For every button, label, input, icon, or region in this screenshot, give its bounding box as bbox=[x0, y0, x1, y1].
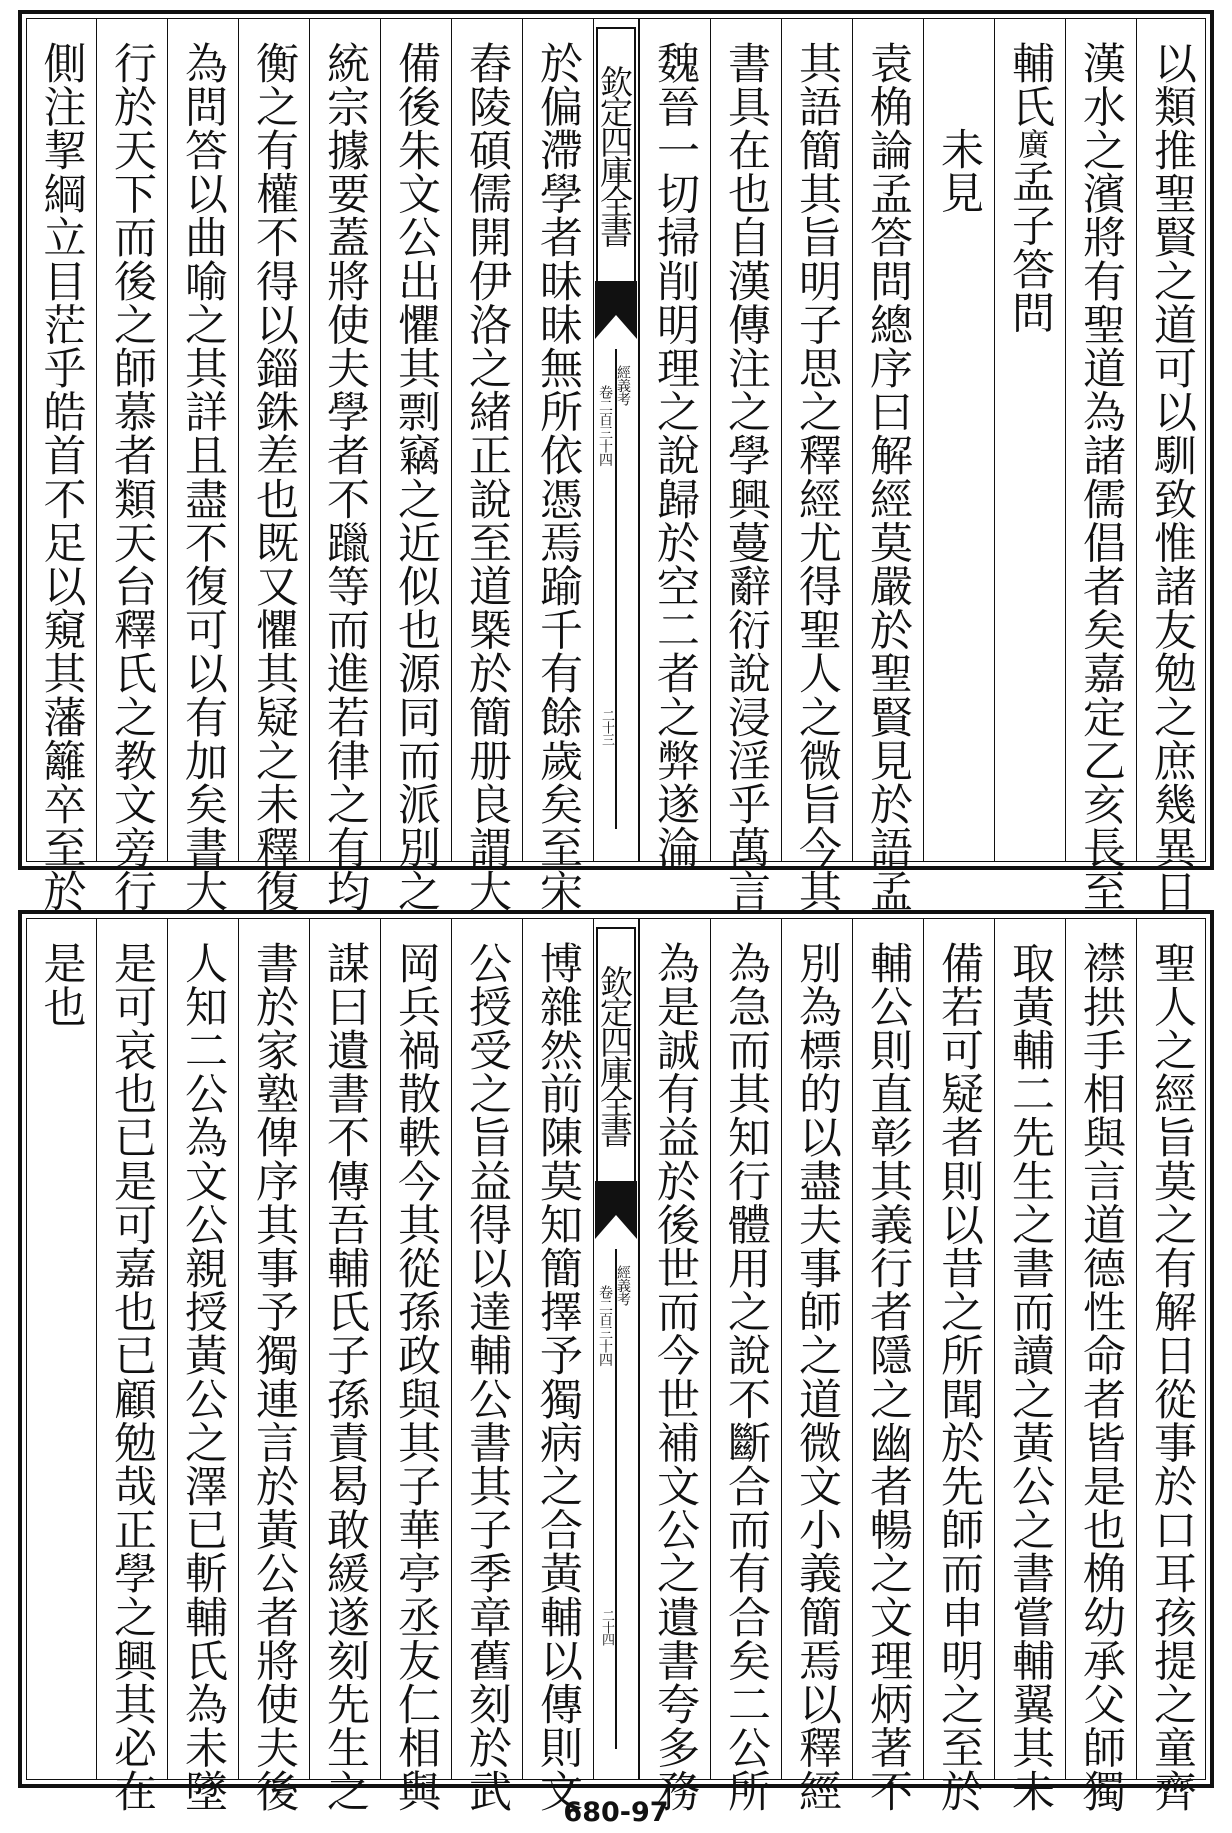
text-column: 博雜然前陳莫知簡擇予獨病之合黃輔以傳則文 bbox=[522, 919, 593, 1779]
book-entry-heading: 輔氏廣孟子答問 bbox=[1005, 41, 1055, 335]
text-column: 公授受之旨益得以達輔公書其子季章舊刻於武 bbox=[451, 919, 522, 1779]
text-column: 聖人之經旨莫之有解日從事於口耳孩提之童齊 bbox=[1136, 919, 1207, 1779]
text-column: 襟拱手相與言道德性命者皆是也桷幼承父師獨 bbox=[1065, 919, 1136, 1779]
spine-volume: 卷二百三十四 bbox=[597, 1285, 613, 1366]
text-column bbox=[994, 19, 1065, 861]
text-column: 書於家塾俾序其事予獨連言於黃公者將使夫後 bbox=[238, 919, 309, 1779]
spine-volume: 卷二百三十四 bbox=[597, 385, 613, 466]
text-column: 以類推聖賢之道可以馴致惟諸友勉之庶幾異日 bbox=[1136, 19, 1207, 861]
text-column: 舂陵碩儒開伊洛之緒正說至道槩於簡册良謂大 bbox=[451, 19, 522, 861]
text-column: 魏晉一切掃削明理之說歸於空二者之弊遂淪 bbox=[639, 19, 710, 861]
text-column: 取黃輔二先生之書而讀之黃公之書嘗輔翼其未 bbox=[994, 919, 1065, 1779]
text-column: 輔公則直彰其義行者隱之幽者暢之文理炳著不 bbox=[852, 919, 923, 1779]
text-column: 於偏滯學者昧昧無所依憑焉踰千有餘歲矣至宋 bbox=[522, 19, 593, 861]
spine-page-number: 二十三 bbox=[599, 709, 614, 745]
fishtail-ornament bbox=[594, 1181, 638, 1251]
top-page-frame bbox=[18, 10, 1214, 913]
text-column: 袁桷論孟答問總序曰解經莫嚴於聖賢見於語孟 bbox=[852, 19, 923, 861]
text-column: 未見 bbox=[923, 19, 994, 861]
text-column: 衡之有權不得以錙銖差也既又懼其疑之未釋復 bbox=[238, 19, 309, 861]
text-column: 備若可疑者則以昔之所聞於先師而申明之至於 bbox=[923, 919, 994, 1779]
spine-title: 欽定四庫全書 bbox=[596, 927, 636, 1183]
text-column: 為問答以曲喻之其詳且盡不復可以有加矣書大 bbox=[167, 19, 238, 861]
text-column: 人知二公為文公親授黃公之澤已斬輔氏為未墜 bbox=[167, 919, 238, 1779]
text-column: 為是誠有益於後世而今世補文公之遺書夸多務 bbox=[639, 919, 710, 1779]
text-column: 謀曰遺書不傳吾輔氏子孫責曷敢緩遂刻先生之 bbox=[309, 919, 380, 1779]
spine-book-title: 經義考 bbox=[615, 365, 631, 406]
spine-page-number: 二十四 bbox=[599, 1609, 614, 1645]
annotation-small: 廣 bbox=[1012, 128, 1048, 160]
text-column: 備後朱文公出懼其剽竊之近似也源同而派別之 bbox=[380, 19, 451, 861]
text-column: 為急而其知行體用之說不斷合而有合矣二公所 bbox=[710, 919, 781, 1779]
spine-title: 欽定四庫全書 bbox=[596, 27, 636, 283]
text-column: 其語簡其旨明子思之釋經尤得聖人之微旨今其 bbox=[781, 19, 852, 861]
top-page-text-area bbox=[26, 18, 1206, 913]
fishtail-ornament bbox=[594, 281, 638, 351]
text-column: 側注挈綱立目茫乎皓首不足以窺其藩籬卒至於 bbox=[36, 41, 87, 913]
text-column: 行於天下而後之師慕者類天台釋氏之教文旁行 bbox=[96, 19, 167, 861]
text-column: 是也 bbox=[36, 941, 87, 1029]
text-column: 岡兵禍散軼今其從孫政與其子華亭丞友仁相與 bbox=[380, 919, 451, 1779]
text-column: 書具在也自漢傳注之學興蔓辭衍說浸淫乎萬言 bbox=[710, 19, 781, 861]
text-column: 別為標的以盡夫事師之道微文小義簡焉以釋經 bbox=[781, 919, 852, 1779]
text-column: 漢水之濱將有聖道為諸儒倡者矣嘉定乙亥長至 bbox=[1065, 19, 1136, 861]
page-spine bbox=[593, 919, 639, 1779]
text-column: 是可哀也已是可嘉也已顧勉哉正學之興其必在 bbox=[96, 919, 167, 1779]
text-column: 統宗據要蓋將使夫學者不躐等而進若律之有均 bbox=[309, 19, 380, 861]
page-number-footer: 680-97 bbox=[563, 1797, 669, 1828]
spine-book-title: 經義考 bbox=[615, 1265, 631, 1306]
page-spine bbox=[593, 19, 639, 861]
